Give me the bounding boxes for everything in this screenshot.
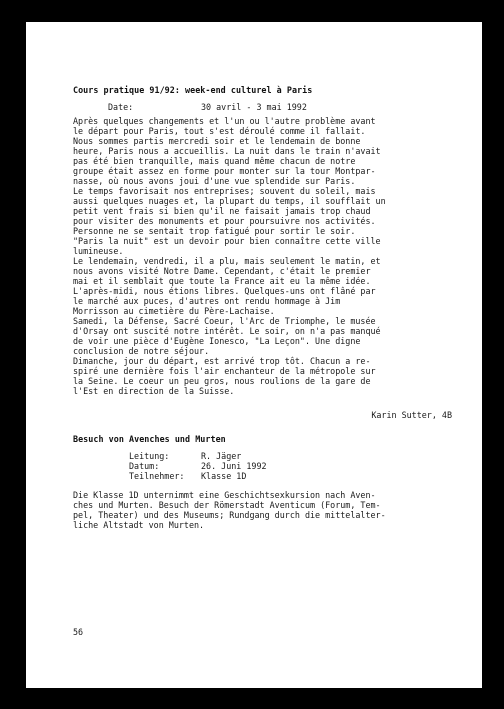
article1-date-label: Date: bbox=[108, 102, 134, 112]
article1-line: Samedi, la Défense, Sacré Coeur, l'Arc de Triomphe, le musée bbox=[73, 316, 376, 326]
article1-line: lumineuse. bbox=[73, 246, 124, 256]
article1-line: aussi quelques nuages et, la plupart du temps, il soufflait un bbox=[73, 196, 386, 206]
article1-line: la Seine. Le coeur un peu gros, nous roulions de la gare de bbox=[73, 376, 371, 386]
article1-line: l'Est en direction de la Suisse. bbox=[73, 386, 235, 396]
article2-line: pel, Theater) und des Museums; Rundgang durch die mittelalter- bbox=[73, 510, 386, 520]
article2-leitung-value: R. Jäger bbox=[201, 451, 242, 461]
article1-line: "Paris la nuit" est un devoir pour bien connaître cette ville bbox=[73, 236, 381, 246]
article1-line: le départ pour Paris, tout s'est déroulé comme il fallait. bbox=[73, 126, 366, 136]
article1-line: Après quelques changements et l'un ou l'autre problème avant bbox=[73, 116, 376, 126]
document-page bbox=[26, 22, 482, 688]
article2-title: Besuch von Avenches und Murten bbox=[73, 434, 226, 444]
article1-line: mai et il semblait que toute la France ait eu la même idée. bbox=[73, 276, 371, 286]
article1-line: L'après-midi, nous étions libres. Quelques-uns ont flâné par bbox=[73, 286, 376, 296]
article2-line: liche Altstadt von Murten. bbox=[73, 520, 205, 530]
article1-line: pas été bien tranquille, mais quand même chacun de notre bbox=[73, 156, 356, 166]
article1-line: Nous sommes partis mercredi soir et le lendemain de bonne bbox=[73, 136, 361, 146]
article1-line: Morrisson au cimetière du Père-Lachaise. bbox=[73, 306, 275, 316]
article1-line: nasse, où nous avons joui d'une vue splendide sur Paris. bbox=[73, 176, 356, 186]
article1-line: groupe était assez en forme pour monter sur la tour Montpar- bbox=[73, 166, 376, 176]
article1-line: Le lendemain, vendredi, il a plu, mais seulement le matin, et bbox=[73, 256, 381, 266]
article1-line: d'Orsay ont suscité notre intérêt. Le soir, on n'a pas manqué bbox=[73, 326, 381, 336]
article2-datum-label: Datum: bbox=[129, 461, 160, 471]
page-number: 56 bbox=[73, 627, 84, 637]
article1-line: spiré une dernière fois l'air enchanteur de la métropole sur bbox=[73, 366, 376, 376]
article2-line: Die Klasse 1D unternimmt eine Geschichtsexkursion nach Aven- bbox=[73, 490, 376, 500]
article1-line: le marché aux puces, d'autres ont rendu hommage à Jim bbox=[73, 296, 341, 306]
article1-line: nous avons visité Notre Dame. Cependant, c'était le premier bbox=[73, 266, 371, 276]
article1-title: Cours pratique 91/92: week-end culturel à Paris bbox=[73, 85, 313, 95]
article1-line: Personne ne se sentait trop fatigué pour sortir le soir. bbox=[73, 226, 356, 236]
article1-line: Le temps favorisait nos entreprises; souvent du soleil, mais bbox=[73, 186, 376, 196]
article1-author: Karin Sutter, 4B bbox=[371, 410, 452, 420]
article2-leitung-label: Leitung: bbox=[129, 451, 170, 461]
article1-date-value: 30 avril - 3 mai 1992 bbox=[201, 102, 307, 112]
article1-line: Dimanche, jour du départ, est arrivé trop tôt. Chacun a re- bbox=[73, 356, 371, 366]
article1-line: conclusion de notre séjour. bbox=[73, 346, 210, 356]
article2-teilnehmer-label: Teilnehmer: bbox=[129, 471, 185, 481]
article2-teilnehmer-value: Klasse 1D bbox=[201, 471, 247, 481]
article2-line: ches und Murten. Besuch der Römerstadt Aventicum (Forum, Tem- bbox=[73, 500, 381, 510]
article1-line: pour visiter des monuments et pour poursuivre nos activités. bbox=[73, 216, 376, 226]
article1-line: heure, Paris nous a accueillis. La nuit dans le train n'avait bbox=[73, 146, 381, 156]
article1-line: petit vent frais si bien qu'il ne faisait jamais trop chaud bbox=[73, 206, 371, 216]
article2-datum-value: 26. Juni 1992 bbox=[201, 461, 267, 471]
article1-line: de voir une pièce d'Eugène Ionesco, "La Leçon". Une digne bbox=[73, 336, 361, 346]
